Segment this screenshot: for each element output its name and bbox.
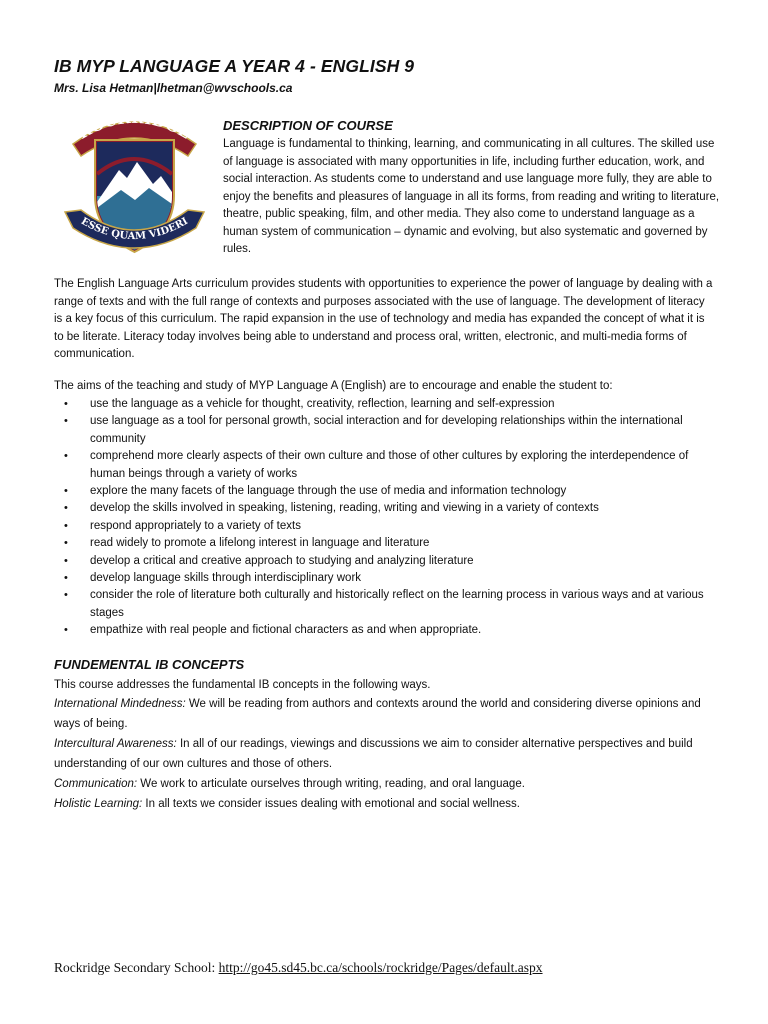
list-item xyxy=(54,622,718,639)
concept-term: Communication: xyxy=(54,778,138,790)
aim-text: read widely to promote a lifelong interest in language and literature xyxy=(90,537,430,550)
concept-text: We will be reading from authors and contexts around the world and considering diverse opinions and ways of being. xyxy=(54,698,701,730)
bullet-icon: • xyxy=(64,485,68,498)
aim-text: use the language as a vehicle for thought, creativity, reflection, learning and self-expression xyxy=(90,398,555,410)
svg-text:ESSE QUAM VIDERI: ESSE QUAM VIDERI xyxy=(79,215,190,243)
school-crest-logo xyxy=(57,104,212,265)
school-website-link[interactable]: http://go45.sd45.bc.ca/schools/rockridge/Pages/default.aspx xyxy=(218,960,543,975)
aim-text: develop the skills involved in speaking, listening, reading, writing and viewing in a variety of contexts xyxy=(90,502,599,515)
aim-text: comprehend more clearly aspects of their own culture and those of other cultures by exploring the interdependence of human beings through a variety of works xyxy=(90,450,689,480)
aims-list xyxy=(54,396,718,640)
list-item xyxy=(54,553,718,570)
concept-term: International Mindedness: xyxy=(54,698,186,710)
list-item xyxy=(54,483,718,500)
list-item xyxy=(54,587,718,622)
bullet-icon: • xyxy=(64,624,68,637)
aim-text: develop a critical and creative approach to studying and analyzing literature xyxy=(90,554,474,567)
concept-term: Intercultural Awareness: xyxy=(54,738,177,750)
aim-text: use language as a tool for personal growth, social interaction and for developing relationships within the international community xyxy=(90,415,683,445)
list-item xyxy=(54,448,718,483)
aim-text: explore the many facets of the language through the use of media and information technology xyxy=(90,485,567,498)
concept-intercultural-awareness xyxy=(54,734,718,774)
bullet-icon: • xyxy=(64,450,68,463)
footer xyxy=(54,960,543,976)
ib-concepts-heading: FUNDEMENTAL IB CONCEPTS xyxy=(54,657,245,672)
bullet-icon: • xyxy=(64,502,68,515)
list-item xyxy=(54,413,718,448)
aim-text: develop language skills through interdisciplinary work xyxy=(90,572,362,585)
bullet-icon: • xyxy=(64,572,68,585)
aim-text: empathize with real people and fictional characters as and when appropriate. xyxy=(90,624,482,637)
concept-text: In all of our readings, viewings and discussions we aim to consider alternative perspectives and build understanding of our own cultures and those of others. xyxy=(54,738,693,770)
bullet-icon: • xyxy=(64,537,68,550)
concept-international-mindedness xyxy=(54,694,718,734)
description-heading: DESCRIPTION OF COURSE xyxy=(223,118,393,133)
page-title: IB MYP LANGUAGE A YEAR 4 - ENGLISH 9 xyxy=(54,56,415,76)
list-item xyxy=(54,518,718,535)
concept-term: Holistic Learning: xyxy=(54,798,143,810)
list-item xyxy=(54,535,718,552)
svg-text:ROCKRIDGE: ROCKRIDGE xyxy=(74,108,194,143)
concept-holistic-learning xyxy=(54,794,718,814)
list-item xyxy=(54,500,718,517)
ib-concepts-intro: This course addresses the fundamental IB concepts in the following ways. xyxy=(54,679,431,691)
bullet-icon: • xyxy=(64,554,68,567)
description-paragraph: Language is fundamental to thinking, learning, and communicating in all cultures. The skilled use of language is associated with many opportunities in life, including further education, work, and social interaction. As students come to understand and use language more fully, they are able to enjoy the benefits and pleasures of language in all its forms, from reading and writing to literature, theatre, public speaking, film, and other media. They also come to understand language as a human system of communication – dynamic and evolving, but also systematic and governed by rules. xyxy=(223,138,720,255)
bullet-icon: • xyxy=(64,589,68,602)
concept-communication xyxy=(54,774,718,794)
footer-label: Rockridge Secondary School: xyxy=(54,960,216,975)
author-line: Mrs. Lisa Hetman|lhetman@wvschools.ca xyxy=(54,81,293,95)
aim-text: consider the role of literature both culturally and historically reflect on the learning process in various ways and at various stages xyxy=(90,589,704,619)
ib-concepts-section xyxy=(54,677,718,814)
bullet-icon: • xyxy=(64,398,68,410)
bullet-icon: • xyxy=(64,415,68,428)
concept-text: We work to articulate ourselves through writing, reading, and oral language. xyxy=(140,778,525,790)
aims-intro: The aims of the teaching and study of MYP Language A (English) are to encourage and enable the student to: xyxy=(54,380,613,392)
aim-text: respond appropriately to a variety of texts xyxy=(90,519,301,532)
bullet-icon: • xyxy=(64,519,68,532)
list-item xyxy=(54,570,718,587)
concept-text: In all texts we consider issues dealing with emotional and social wellness. xyxy=(145,798,521,810)
ela-paragraph: The English Language Arts curriculum provides students with opportunities to experience the power of language by dealing with a range of texts and with the full range of contexts and purposes associated with the use of language. The development of literacy is a key focus of this curriculum. The rapid expansion in the use of technology and media has expanded the concept of what it is to be literate. Literacy today involves being able to understand and process oral, written, electronic, and multi-media forms of communication. xyxy=(54,278,713,360)
list-item xyxy=(54,396,718,413)
